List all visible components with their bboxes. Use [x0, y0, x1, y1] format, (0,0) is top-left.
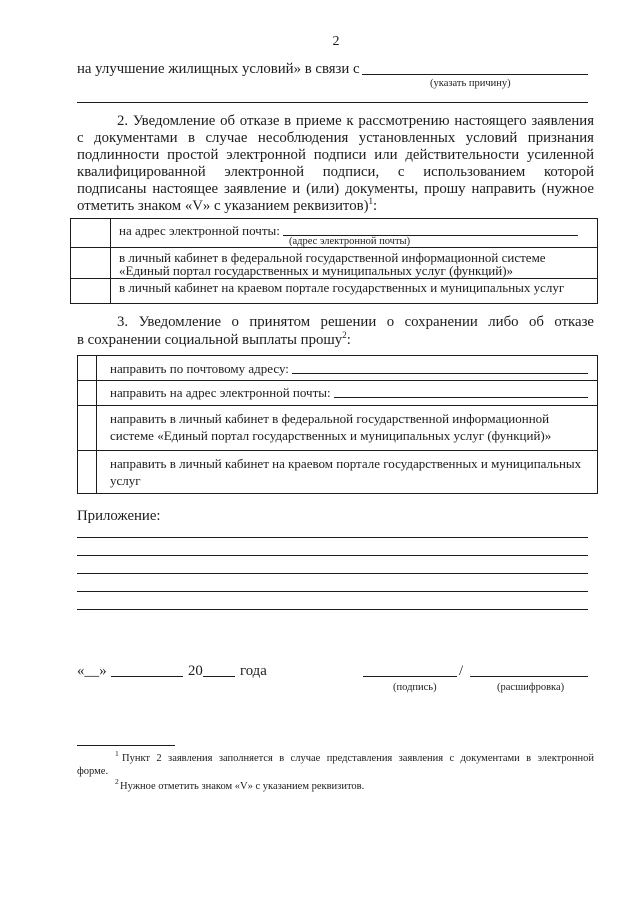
section3-options-table — [77, 355, 598, 494]
checkbox-cell-postal — [78, 356, 97, 380]
section2-line: квалифицированной электронной подписи, с использованием которой — [77, 164, 594, 180]
option-label-regional-portal-line2: услуг — [110, 473, 141, 488]
email-address-hint: (адрес электронной почты) — [289, 236, 411, 247]
attachments-label: Приложение: — [77, 508, 161, 524]
email-address-blank — [283, 224, 578, 236]
option-row-federal-portal — [78, 405, 597, 450]
email-address-blank — [334, 386, 588, 398]
section3-last-line-end: : — [346, 332, 351, 348]
footnote-1 — [77, 749, 594, 778]
name-decoding-blank — [470, 663, 588, 677]
page-number: 2 — [332, 34, 340, 49]
reason-text: на улучшение жилищных условий» в связи с — [77, 61, 360, 77]
option-row-regional-portal — [78, 450, 597, 493]
section2-last-line-text: отметить знаком «V» с указанием реквизитов) — [77, 198, 369, 214]
section2-last-line-end: : — [373, 198, 378, 214]
option-label-federal-portal-line1: направить в личный кабинет в федеральной государственной информационной — [110, 411, 550, 426]
signature-hint: (подпись) — [393, 682, 437, 693]
checkbox-cell-regional-portal — [78, 451, 97, 493]
date-month-blank — [111, 663, 183, 677]
section3-last-line-text: в сохранении социальной выплаты прошу — [77, 332, 343, 348]
option-text-cell — [111, 279, 597, 303]
option-row-email — [71, 219, 597, 247]
attachment-blank-line — [77, 609, 588, 610]
option-label-regional-portal: в личный кабинет на краевом портале государственных и муниципальных услуг — [119, 280, 565, 295]
section3-last-line — [77, 331, 594, 349]
option-label-federal-portal-line2: «Единый портал государственных и муниципальных услуг (функций)» — [119, 263, 514, 278]
date-day: «__» — [77, 663, 107, 679]
option-text-cell — [97, 451, 597, 493]
checkbox-cell-email — [78, 381, 97, 405]
section2-line: подписаны настоящее заявление и (или) документы, прошу направить (нужное — [77, 181, 594, 197]
section2-last-line — [77, 198, 594, 215]
option-row-email — [78, 380, 597, 405]
option-text-cell — [111, 219, 597, 247]
option-text-cell — [97, 406, 597, 450]
option-row-regional-portal — [71, 278, 597, 303]
option-row-postal — [78, 356, 597, 380]
reason-blank — [362, 61, 588, 75]
reason-hint: (указать причину) — [430, 78, 511, 89]
attachment-blank-line — [77, 591, 588, 592]
section2-paragraph — [77, 113, 594, 215]
footnote-2-line1 — [77, 777, 594, 793]
section2-line: с документами в случае несоблюдения установленных условий признания — [77, 130, 594, 146]
section2-options-table — [70, 218, 598, 304]
footnote-2 — [77, 777, 594, 793]
option-text-cell — [111, 248, 597, 278]
footnote-ref-2: 2 — [342, 330, 347, 340]
option-label-email: направить на адрес электронной почты: — [110, 385, 331, 400]
footnote-ref-1: 1 — [368, 196, 374, 206]
date-year-blank — [203, 663, 235, 677]
footnote-1-mark: 1 — [115, 749, 119, 758]
postal-address-blank — [292, 362, 588, 374]
section2-line: 2. Уведомление об отказе в приеме к рассмотрению настоящего заявления — [117, 113, 594, 129]
attachment-blank-line — [77, 573, 588, 574]
footnote-1-text: Пункт 2 заявления заполняется в случае представления заявления с документами в электронной — [122, 753, 594, 764]
option-label-federal-portal-line1: в личный кабинет в федеральной государственной информационной системе — [119, 250, 546, 265]
option-label-email: на адрес электронной почты: — [119, 223, 280, 238]
checkbox-cell-federal-portal — [78, 406, 97, 450]
section2-line: подлинности простой электронной подписи или действительности усиленной — [77, 147, 594, 163]
checkbox-cell-email — [71, 219, 111, 247]
date-year-word: года — [240, 663, 267, 679]
checkbox-cell-federal-portal — [71, 248, 111, 278]
date-year-prefix: 20 — [188, 663, 203, 679]
reason-blank-continuation — [77, 102, 588, 103]
attachment-blank-line — [77, 555, 588, 556]
signature-blank — [363, 663, 457, 677]
footnote-separator — [77, 745, 175, 746]
option-text-cell — [97, 356, 597, 380]
checkbox-cell-regional-portal — [71, 279, 111, 303]
option-label-regional-portal-line1: направить в личный кабинет на краевом портале государственных и муниципальных — [110, 456, 582, 471]
footnote-2-mark: 2 — [115, 777, 119, 786]
signature-separator: / — [459, 663, 464, 679]
footnote-2-text: Нужное отметить знаком «V» с указанием реквизитов. — [120, 781, 365, 792]
footnote-1-line1 — [77, 749, 594, 765]
footnote-1-line2: форме. — [77, 766, 109, 777]
option-label-federal-portal-line2: системе «Единый портал государственных и муниципальных услуг (функций)» — [110, 428, 552, 443]
email-field-line — [110, 386, 588, 399]
postal-field-line — [110, 362, 588, 375]
option-label-postal: направить по почтовому адресу: — [110, 361, 289, 376]
reason-line — [77, 61, 588, 78]
option-row-federal-portal — [71, 247, 597, 278]
option-text-cell — [97, 381, 597, 405]
date-signature-row — [77, 663, 588, 680]
section3-paragraph — [77, 313, 594, 349]
attachment-blank-line — [77, 537, 588, 538]
section3-line: 3. Уведомление о принятом решении о сохранении либо об отказе — [117, 314, 594, 330]
name-decoding-hint: (расшифровка) — [497, 682, 565, 693]
